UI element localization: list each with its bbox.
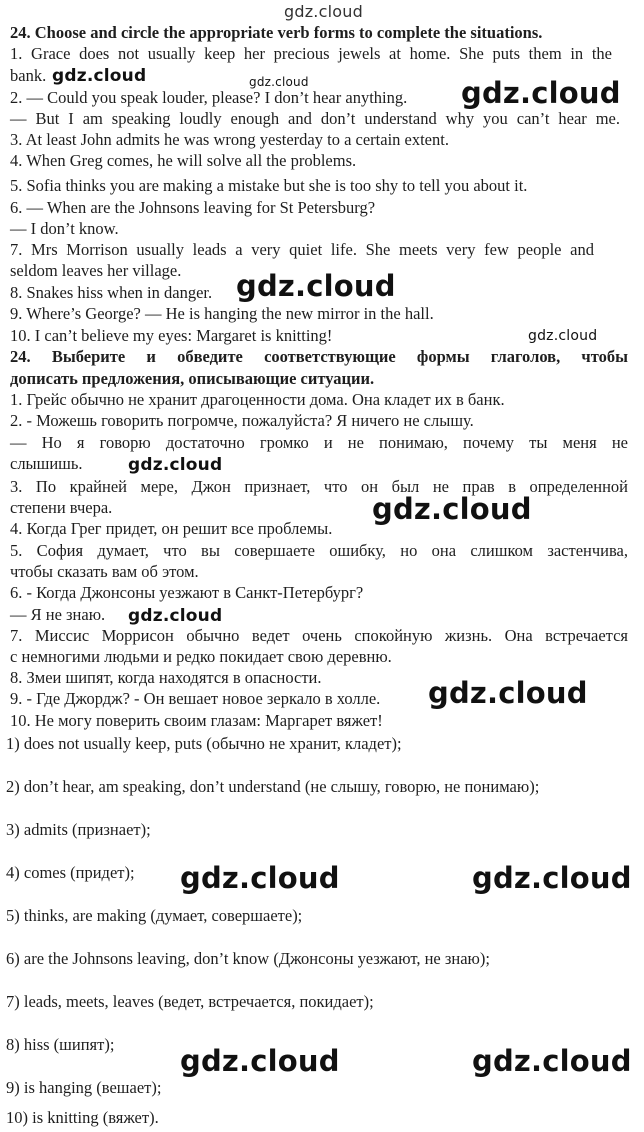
answer-10: 10) is knitting (вяжет).: [6, 1108, 159, 1127]
answer-1: 1) does not usually keep, puts (обычно не хранит, кладет);: [6, 734, 402, 753]
en-line-3: 2. — Could you speak louder, please? I don’t hear anything.: [10, 88, 408, 107]
ru-line-10: 6. - Когда Джонсоны уезжают в Санкт-Петербург?: [10, 583, 364, 602]
en-line-7: 5. Sofia thinks you are making a mistake but she is too shy to tell you about it.: [10, 176, 528, 195]
ru-line-11: — Я не знаю.: [10, 605, 106, 624]
ru-line-5: 3. По крайней мере, Джон признает, что он был не прав в определенной: [10, 477, 628, 496]
en-line-14: 10. I can’t believe my eyes: Margaret is knitting!: [10, 326, 333, 345]
watermark: gdz.cloud: [236, 269, 396, 303]
watermark: gdz.cloud: [249, 75, 309, 89]
answer-6: 6) are the Johnsons leaving, don’t know (Джонсоны уезжают, не знаю);: [6, 949, 490, 968]
watermark: gdz.cloud: [461, 76, 621, 110]
ru-line-4: слышишь.: [10, 454, 83, 473]
en-line-9: — I don’t know.: [10, 219, 119, 238]
watermark: gdz.cloud: [528, 328, 598, 344]
answer-3: 3) admits (признает);: [6, 820, 151, 839]
ru-line-6: степени вчера.: [10, 498, 113, 517]
ru-line-2: 2. - Можешь говорить погромче, пожалуйста? Я ничего не слышу.: [10, 411, 474, 430]
watermark: gdz.cloud: [180, 1044, 340, 1078]
answer-9: 9) is hanging (вешает);: [6, 1078, 162, 1097]
watermark: gdz.cloud: [180, 861, 340, 895]
ru-line-13: с немногими людьми и редко покидает свою деревню.: [10, 647, 392, 666]
ru-line-8: 5. София думает, что вы совершаете ошибку, но она слишком застенчива,: [10, 541, 628, 560]
exercise-title-ru-2: дописать предложения, описывающие ситуации.: [10, 369, 375, 388]
watermark: gdz.cloud: [372, 492, 532, 526]
en-line-10: 7. Mrs Morrison usually leads a very quiet life. She meets very few people and: [10, 240, 594, 259]
en-line-12: 8. Snakes hiss when in danger.: [10, 283, 213, 302]
ru-line-3: — Но я говорю достаточно громко и не понимаю, почему ты меня не: [10, 433, 628, 452]
en-line-13: 9. Where’s George? — He is hanging the new mirror in the hall.: [10, 304, 434, 323]
answer-4: 4) comes (придет);: [6, 863, 135, 882]
answer-5: 5) thinks, are making (думает, совершаете);: [6, 906, 303, 925]
ru-line-9: чтобы сказать вам об этом.: [10, 562, 199, 581]
ru-line-14: 8. Змеи шипят, когда находятся в опасности.: [10, 668, 322, 687]
watermark: gdz.cloud: [284, 2, 363, 21]
ru-line-7: 4. Когда Грег придет, он решит все проблемы.: [10, 519, 333, 538]
en-line-4: — But I am speaking loudly enough and don’t understand why you can’t hear me.: [10, 109, 620, 128]
watermark: gdz.cloud: [428, 676, 588, 710]
watermark: gdz.cloud: [128, 606, 223, 626]
en-line-2: bank.: [10, 66, 47, 85]
watermark: gdz.cloud: [52, 66, 147, 86]
watermark: gdz.cloud: [472, 1044, 632, 1078]
exercise-title-en: 24. Choose and circle the appropriate verb forms to complete the situations.: [10, 23, 543, 42]
en-line-5: 3. At least John admits he was wrong yesterday to a certain extent.: [10, 130, 449, 149]
ru-line-16: 10. Не могу поверить своим глазам: Маргарет вяжет!: [10, 711, 383, 730]
en-line-11: seldom leaves her village.: [10, 261, 182, 280]
en-line-6: 4. When Greg comes, he will solve all the problems.: [10, 151, 357, 170]
en-line-1: 1. Grace does not usually keep her precious jewels at home. She puts them in the: [10, 44, 612, 63]
answer-8: 8) hiss (шипят);: [6, 1035, 115, 1054]
en-line-8: 6. — When are the Johnsons leaving for St Petersburg?: [10, 198, 376, 217]
watermark: gdz.cloud: [128, 455, 223, 475]
watermark: gdz.cloud: [472, 861, 632, 895]
ru-line-1: 1. Грейс обычно не хранит драгоценности дома. Она кладет их в банк.: [10, 390, 505, 409]
answer-7: 7) leads, meets, leaves (ведет, встречается, покидает);: [6, 992, 374, 1011]
ru-line-12: 7. Миссис Моррисон обычно ведет очень спокойную жизнь. Она встречается: [10, 626, 628, 645]
answer-2: 2) don’t hear, am speaking, don’t understand (не слышу, говорю, не понимаю);: [6, 777, 540, 796]
ru-line-15: 9. - Где Джордж? - Он вешает новое зеркало в холле.: [10, 689, 381, 708]
exercise-title-ru-1: 24. Выберите и обведите соответствующие формы глаголов, чтобы: [10, 347, 628, 366]
